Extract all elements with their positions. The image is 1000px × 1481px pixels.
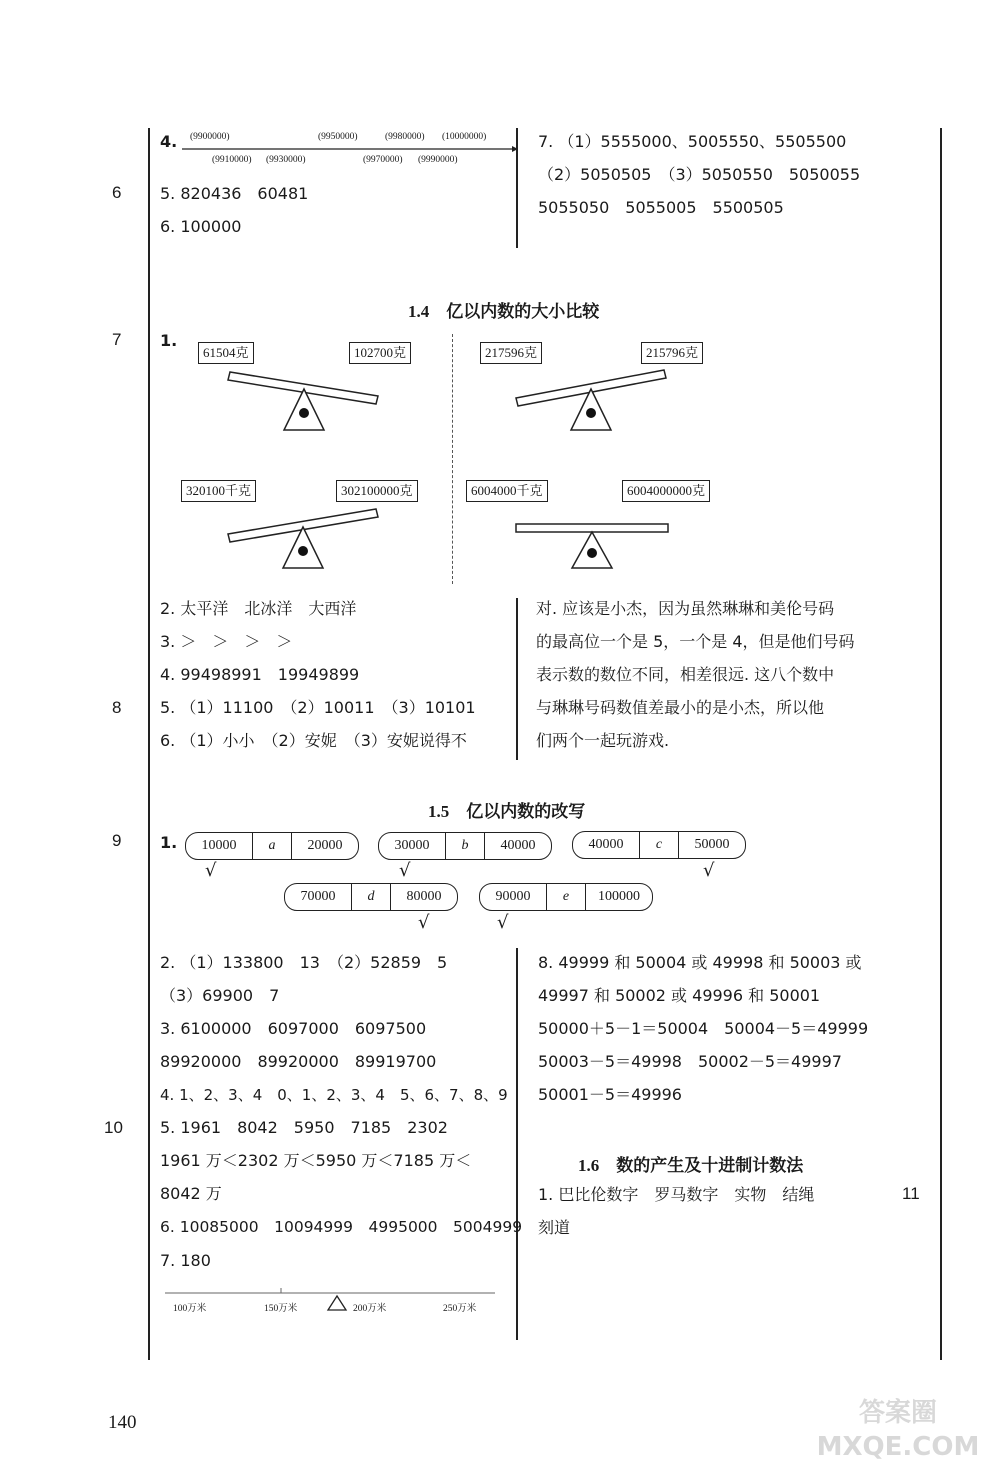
s15-left-1: 2. （1）133800 13 （2）52859 5 bbox=[160, 953, 448, 972]
q7-label-200: 200万米 bbox=[353, 1304, 387, 1314]
s14-left-5: 6. （1）小小 （2）安妮 （3）安妮说得不 bbox=[160, 731, 467, 750]
pill-b-right: 40000 bbox=[500, 838, 536, 853]
numberline-bottom-1: (9910000) bbox=[212, 155, 252, 165]
s15-left-7: 1961 万＜2302 万＜5950 万＜7185 万＜ bbox=[160, 1151, 472, 1170]
s16-answer-2: 刻道 bbox=[538, 1218, 571, 1237]
scale-dashed-divider bbox=[452, 334, 453, 584]
s14-q1-number: 1. bbox=[160, 331, 178, 350]
s15-right-5: 50001－5＝49996 bbox=[538, 1085, 682, 1104]
pill-d-mid: d bbox=[351, 884, 391, 910]
q7-distance-line bbox=[0, 0, 1, 1]
pill-d-right: 80000 bbox=[406, 889, 442, 904]
s14-right-2: 的最高位一个是 5，一个是 4，但是他们号码 bbox=[536, 632, 855, 651]
page-number: 140 bbox=[108, 1412, 137, 1433]
number-line bbox=[182, 144, 518, 154]
s15-left-8: 8042 万 bbox=[160, 1184, 222, 1203]
s15-left-5: 4. 1、2、3、4 0、1、2、3、4 5、6、7、8、9 bbox=[160, 1086, 508, 1104]
s15-right-2: 49997 和 50002 或 49996 和 50001 bbox=[538, 986, 821, 1005]
q7-label-150: 150万米 bbox=[264, 1304, 298, 1314]
s15-left-2: （3）69900 7 bbox=[160, 986, 280, 1005]
s15-left-10: 7. 180 bbox=[160, 1251, 211, 1270]
s15-left-6: 5. 1961 8042 5950 7185 2302 bbox=[160, 1118, 448, 1137]
scale1-left-box: 61504克 bbox=[198, 342, 254, 364]
scale3-right-box: 302100000克 bbox=[336, 480, 418, 502]
numberline-bottom-2: (9930000) bbox=[266, 155, 306, 165]
q6-answer: 6. 100000 bbox=[160, 217, 242, 236]
pill-a-mid: a bbox=[252, 833, 292, 859]
s15-right-4: 50003－5＝49998 50002－5＝49997 bbox=[538, 1052, 842, 1071]
margin-ref-7: 7 bbox=[112, 330, 122, 349]
scale3-left-box: 320100千克 bbox=[181, 480, 256, 502]
s14-left-4: 5. （1）11100 （2）10011 （3）10101 bbox=[160, 698, 476, 717]
numberline-top-1: (9900000) bbox=[190, 132, 230, 142]
pill-b-mid: b bbox=[445, 833, 485, 859]
pill-e-left: 90000 bbox=[495, 889, 531, 904]
section-1-4-heading: 1.4 亿以内数的大小比较 bbox=[408, 302, 600, 321]
q7-label-100: 100万米 bbox=[173, 1304, 207, 1314]
interval-pill-a bbox=[185, 832, 359, 860]
column-divider-3 bbox=[516, 948, 518, 1340]
pill-c-left: 40000 bbox=[588, 837, 624, 852]
pill-d-left: 70000 bbox=[300, 889, 336, 904]
pill-c-right: 50000 bbox=[694, 837, 730, 852]
check-mark-2: √ bbox=[399, 860, 411, 881]
left-margin-rule bbox=[148, 128, 150, 1360]
s14-right-4: 与琳琳号码数值差最小的是小杰，所以他 bbox=[536, 698, 825, 717]
margin-ref-6: 6 bbox=[112, 183, 122, 202]
pill-c-mid: c bbox=[639, 832, 679, 858]
q7-line-2: （2）5050505 （3）5050550 5050055 bbox=[538, 165, 861, 184]
s15-left-9: 6. 10085000 10094999 4995000 5004999 bbox=[160, 1218, 523, 1236]
s15-q1-number: 1. bbox=[160, 833, 178, 852]
check-mark-3: √ bbox=[703, 860, 715, 881]
watermark-logo: 答案圈 MXQE.COM bbox=[816, 1398, 980, 1462]
interval-pill-d bbox=[284, 883, 458, 911]
interval-pill-e bbox=[479, 883, 653, 911]
scale2-right-box: 215796克 bbox=[641, 342, 703, 364]
scale4-right-box: 6004000000克 bbox=[622, 480, 710, 502]
margin-ref-9: 9 bbox=[112, 831, 122, 850]
column-divider-2 bbox=[516, 598, 518, 760]
numberline-bottom-3: (9970000) bbox=[363, 155, 403, 165]
q4-number: 4. bbox=[160, 132, 178, 151]
s15-right-3: 50000＋5－1＝50004 50004－5＝49999 bbox=[538, 1019, 869, 1038]
pill-e-right: 100000 bbox=[598, 889, 640, 904]
s15-left-4: 89920000 89920000 89919700 bbox=[160, 1052, 437, 1071]
section-1-5-heading: 1.5 亿以内数的改写 bbox=[428, 802, 586, 821]
scale2-left-box: 217596克 bbox=[480, 342, 542, 364]
section-1-6-heading: 1.6 数的产生及十进制计数法 bbox=[578, 1156, 804, 1175]
s14-right-1: 对. 应该是小杰，因为虽然琳琳和美伦号码 bbox=[536, 599, 835, 618]
check-mark-4: √ bbox=[418, 912, 430, 933]
margin-ref-8: 8 bbox=[112, 698, 122, 717]
q5-answer: 5. 820436 60481 bbox=[160, 184, 309, 203]
s14-right-5: 们两个一起玩游戏. bbox=[536, 731, 670, 750]
s15-left-3: 3. 6100000 6097000 6097500 bbox=[160, 1019, 427, 1038]
interval-pill-b bbox=[378, 832, 552, 860]
s14-right-3: 表示数的数位不同，相差很远. 这八个数中 bbox=[536, 665, 835, 684]
interval-pill-c bbox=[572, 831, 746, 859]
pill-a-left: 10000 bbox=[201, 838, 237, 853]
numberline-bottom-4: (9990000) bbox=[418, 155, 458, 165]
check-mark-1: √ bbox=[205, 860, 217, 881]
s16-answer-1: 1. 巴比伦数字 罗马数字 实物 结绳 bbox=[538, 1185, 815, 1204]
pill-e-mid: e bbox=[546, 884, 586, 910]
numberline-top-3: (9980000) bbox=[385, 132, 425, 142]
q7-label-250: 250万米 bbox=[443, 1304, 477, 1314]
margin-ref-11: 11 bbox=[902, 1184, 920, 1203]
q7-line-1: 7. （1）5555000、5005550、5505500 bbox=[538, 132, 847, 151]
right-margin-rule bbox=[940, 128, 942, 1360]
margin-ref-10: 10 bbox=[104, 1118, 123, 1137]
scale1-right-box: 102700克 bbox=[349, 342, 411, 364]
numberline-top-2: (9950000) bbox=[318, 132, 358, 142]
pill-b-left: 30000 bbox=[394, 838, 430, 853]
s15-right-1: 8. 49999 和 50004 或 49998 和 50003 或 bbox=[538, 953, 862, 972]
s14-left-3: 4. 99498991 19949899 bbox=[160, 665, 360, 684]
s14-left-1: 2. 太平洋 北冰洋 大西洋 bbox=[160, 599, 357, 618]
pill-a-right: 20000 bbox=[307, 838, 343, 853]
scale4-left-box: 6004000千克 bbox=[466, 480, 548, 502]
s14-left-2: 3. ＞ ＞ ＞ ＞ bbox=[160, 632, 293, 651]
numberline-top-4: (10000000) bbox=[442, 132, 487, 142]
q7-line-3: 5055050 5055005 5500505 bbox=[538, 198, 784, 217]
check-mark-5: √ bbox=[497, 912, 509, 933]
